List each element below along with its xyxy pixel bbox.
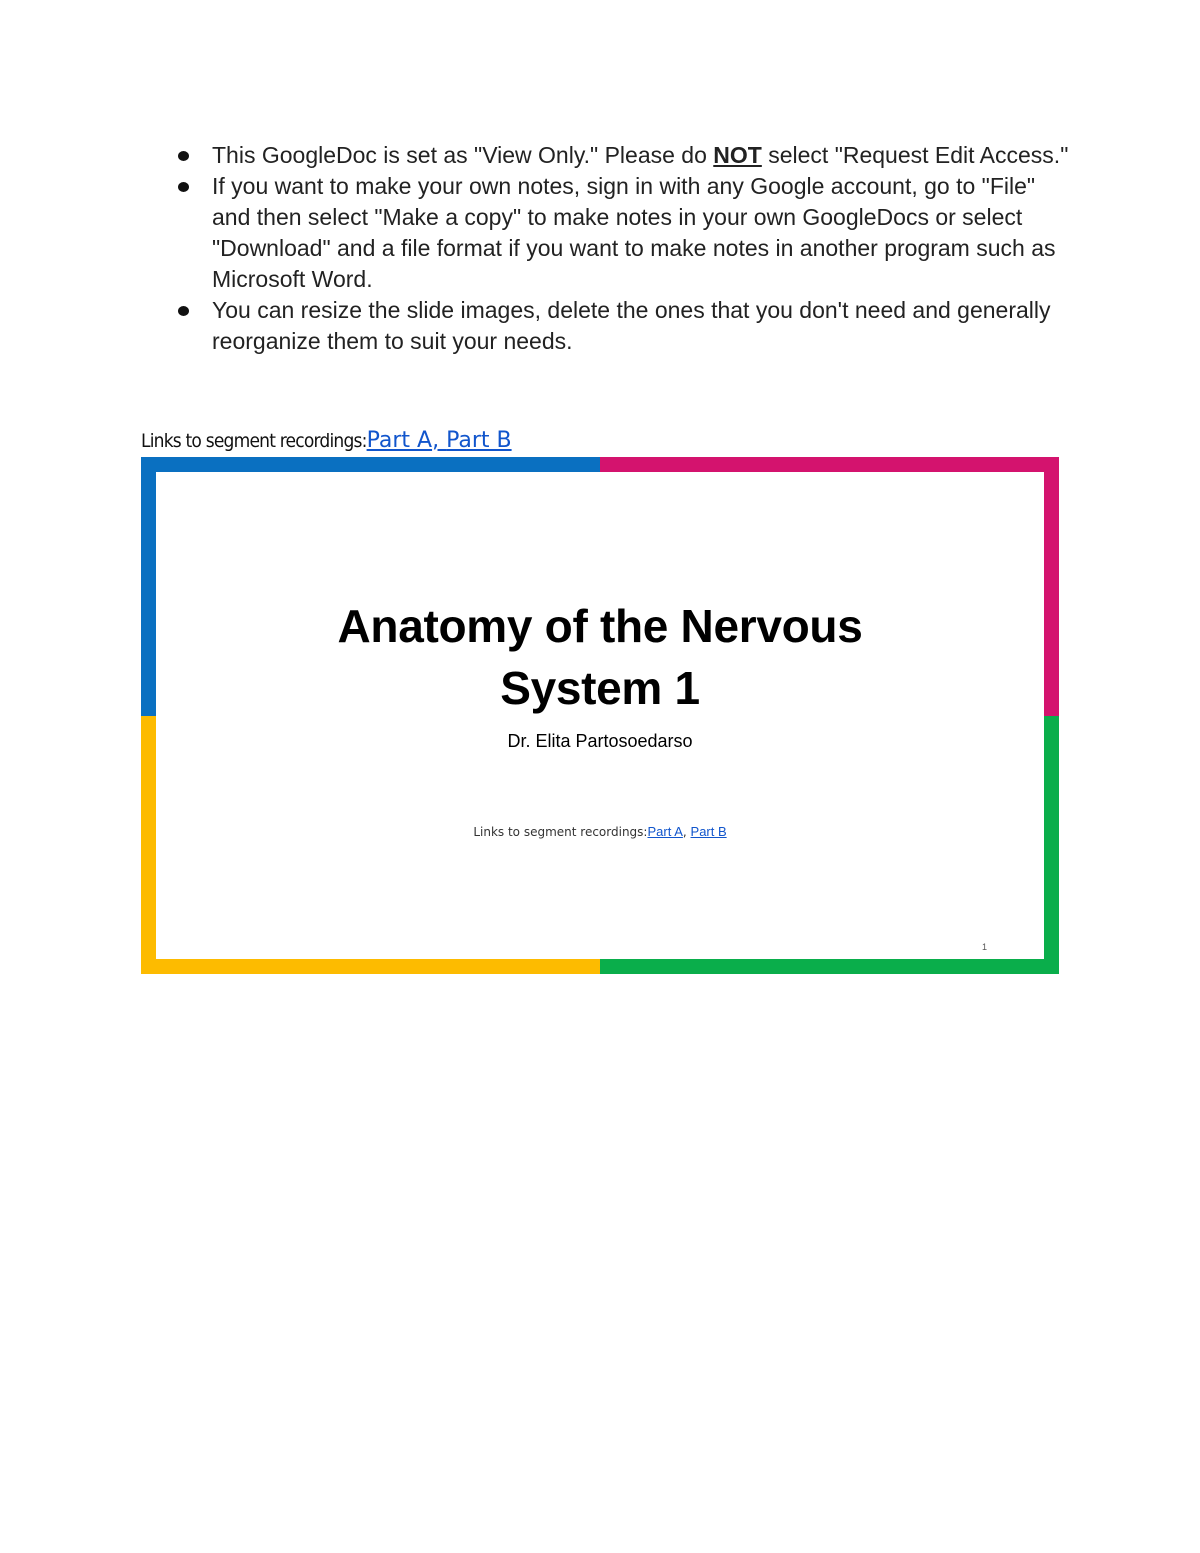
instruction-text: If you want to make your own notes, sign in with any Google account, go to "File" and then select "Make a copy" to make notes in your own GoogleDocs or select "Download" and a file format if you want to make notes in another program such as Microsoft Word. bbox=[212, 173, 1056, 292]
instruction-text: This GoogleDoc is set as "View Only." Please do bbox=[212, 142, 714, 168]
slide-part-b-link[interactable]: Part B bbox=[690, 824, 727, 839]
slide-links-prefix: Links to segment recordings: bbox=[473, 825, 648, 839]
bullet-icon bbox=[178, 306, 189, 316]
frame-edge-magenta-top bbox=[600, 457, 1059, 472]
part-b-link[interactable]: Part B bbox=[446, 428, 512, 453]
not-emphasis: NOT bbox=[713, 142, 762, 168]
frame-edge-yellow-bottom bbox=[141, 959, 600, 974]
instruction-text: select "Request Edit Access." bbox=[761, 142, 1069, 168]
instructions-list bbox=[150, 140, 1070, 357]
bullet-icon bbox=[178, 182, 189, 192]
instruction-text: You can resize the slide images, delete the ones that you don't need and generally reorganize them to suit your needs. bbox=[212, 297, 1051, 354]
part-a-link[interactable]: Part A bbox=[366, 428, 433, 453]
link-separator: , bbox=[432, 428, 447, 453]
slide-author: Dr. Elita Partosoedarso bbox=[507, 731, 693, 751]
frame-edge-yellow-left bbox=[141, 716, 156, 974]
slide-thumbnail bbox=[141, 457, 1059, 974]
instruction-resize bbox=[150, 295, 1070, 357]
frame-edge-green-right bbox=[1044, 716, 1059, 974]
slide-recording-links bbox=[141, 823, 1059, 841]
instruction-view-only bbox=[150, 140, 1070, 171]
slide-part-a-link[interactable]: Part A bbox=[647, 824, 683, 839]
links-prefix: Links to segment recordings: bbox=[141, 430, 367, 452]
bullet-icon bbox=[178, 151, 189, 161]
slide-title bbox=[141, 595, 1059, 719]
slide-page-number: 1 bbox=[982, 942, 988, 952]
frame-edge-blue-top bbox=[141, 457, 600, 472]
slide-link-separator: , bbox=[682, 825, 691, 839]
instruction-make-copy bbox=[150, 171, 1070, 295]
slide-title-line: Anatomy of the Nervous bbox=[337, 600, 863, 652]
slide-title-line: System 1 bbox=[500, 662, 700, 714]
segment-recordings-links bbox=[141, 426, 512, 456]
frame-edge-green-bottom bbox=[600, 959, 1059, 974]
